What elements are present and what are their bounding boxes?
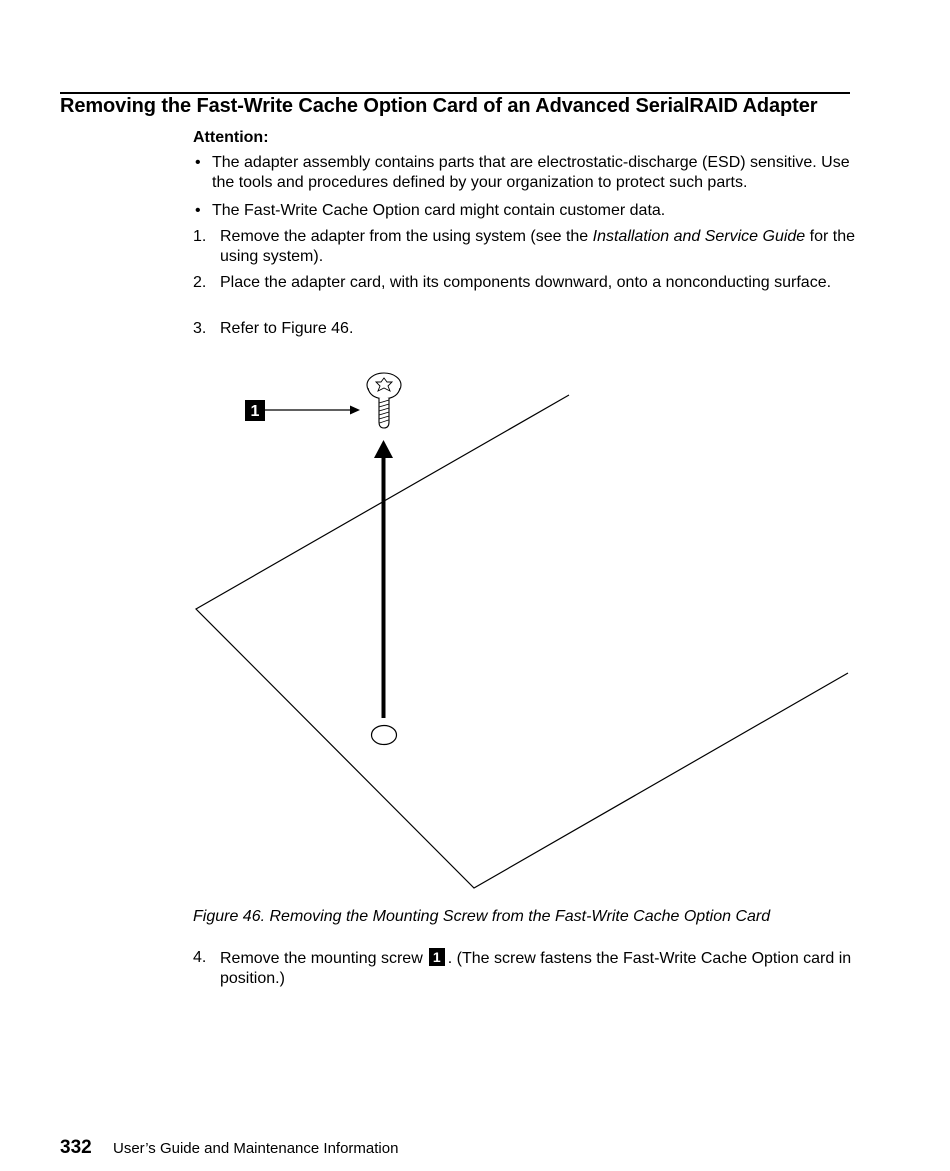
footer-book-title: User’s Guide and Maintenance Information <box>113 1140 399 1157</box>
callout-number: 1 <box>250 403 260 420</box>
step-number: 3. <box>193 320 207 337</box>
step-number: 1. <box>193 228 207 245</box>
page-number: 332 <box>60 1137 92 1158</box>
figure-illustration <box>0 360 950 900</box>
step-number: 2. <box>193 274 207 291</box>
removal-arrow-head <box>374 440 393 458</box>
bullet-text: The adapter assembly contains parts that are electrostatic-discharge (ESD) sensitive. Use the tools and procedures defined by your organization to protect such parts. <box>212 154 850 191</box>
step-number: 4. <box>193 949 207 966</box>
step-text: Remove the adapter from the using system (see the Installation and Service Guide for the using system). <box>220 228 856 265</box>
callout-leader-arrowhead <box>350 406 360 415</box>
heading-rule <box>60 92 850 94</box>
step-text: Place the adapter card, with its components downward, onto a nonconducting surface. <box>220 274 832 291</box>
step-text: Refer to Figure 46. <box>220 320 354 337</box>
figure-caption: Figure 46. Removing the Mounting Screw from the Fast-Write Cache Option Card <box>193 908 771 925</box>
attention-label: Attention: <box>193 129 269 146</box>
callout-badge: 1 <box>429 948 445 966</box>
bullet-mark: • <box>195 154 201 171</box>
adapter-card-outline <box>196 395 848 888</box>
mounting-screw <box>367 373 401 428</box>
bullet-mark: • <box>195 202 201 219</box>
book-reference: Installation and Service Guide <box>592 228 806 245</box>
page-heading: Removing the Fast-Write Cache Option Card of an Advanced SerialRAID Adapter <box>60 95 818 117</box>
bullet-text: The Fast-Write Cache Option card might contain customer data. <box>212 202 666 219</box>
step-text: Remove the mounting screw 1 . (The screw fastens the Fast-Write Cache Option card in position.) <box>220 949 852 987</box>
screw-hole <box>372 726 397 745</box>
